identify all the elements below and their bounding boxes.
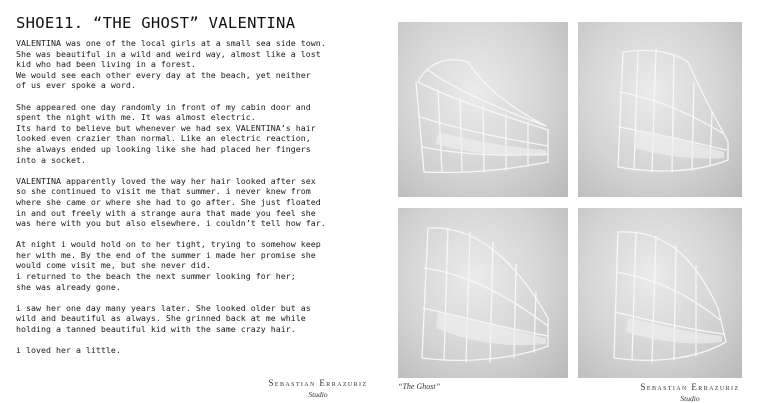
story-column [16, 14, 376, 366]
wire-shoe-illustration [578, 208, 742, 378]
shoe-photo-4 [578, 208, 742, 378]
wire-shoe-illustration [398, 22, 568, 197]
page-title: SHOE11. “THE GHOST” VALENTINA [16, 14, 296, 32]
photo-caption: “The Ghost” [398, 382, 441, 391]
story-paragraph: VALENTINA was one of the local girls at a small sea side town. She was beautiful in a wild and weird way, almost like a lost kid who had been living in a forest. We would see each other every day at the beach, yet neither of us ever spoke a word. [16, 38, 326, 91]
story-paragraph: i saw her one day many years later. She looked older but as wild and beautiful as always. She grinned back at me while holding a tanned beautiful kid with the same crazy hair. [16, 302, 311, 335]
shoe-photo-3 [398, 208, 568, 378]
story-paragraph: She appeared one day randomly in front of my cabin door and spent the night with me. It was almost electric. Its hard to believe but whenever we had sex VALENTINA’s hair looked even crazier than normal. Like an electric reaction, she always ended up looking like she had placed her fingers into a socket. [16, 101, 316, 165]
wire-shoe-illustration [578, 22, 742, 197]
signature-studio: Studio [680, 394, 700, 403]
signature-right [630, 382, 750, 403]
shoe-photo-2 [578, 22, 742, 197]
signature-name: Sebastian Errazuriz [268, 378, 368, 388]
signature-left [258, 378, 378, 399]
wire-shoe-illustration [398, 208, 568, 378]
signature-name: Sebastian Errazuriz [640, 382, 740, 392]
story-paragraph: At night i would hold on to her tight, trying to somehow keep her with me. By the end of the summer i made her promise she would come visit me, but she never did. i returned to the beach the next summer looking for her; she was already gone. [16, 239, 321, 292]
signature-studio: Studio [308, 390, 328, 399]
story-paragraph: VALENTINA apparently loved the way her hair looked after sex so she continued to visit me that summer. i never knew from where she came or where she had to go after. She just floated in and out freely with a strange aura that made you feel she was here with you but also elsewhere. i couldn’t tell how far. [16, 175, 326, 229]
story-paragraph: i loved her a little. [16, 345, 121, 356]
shoe-photo-1 [398, 22, 568, 197]
